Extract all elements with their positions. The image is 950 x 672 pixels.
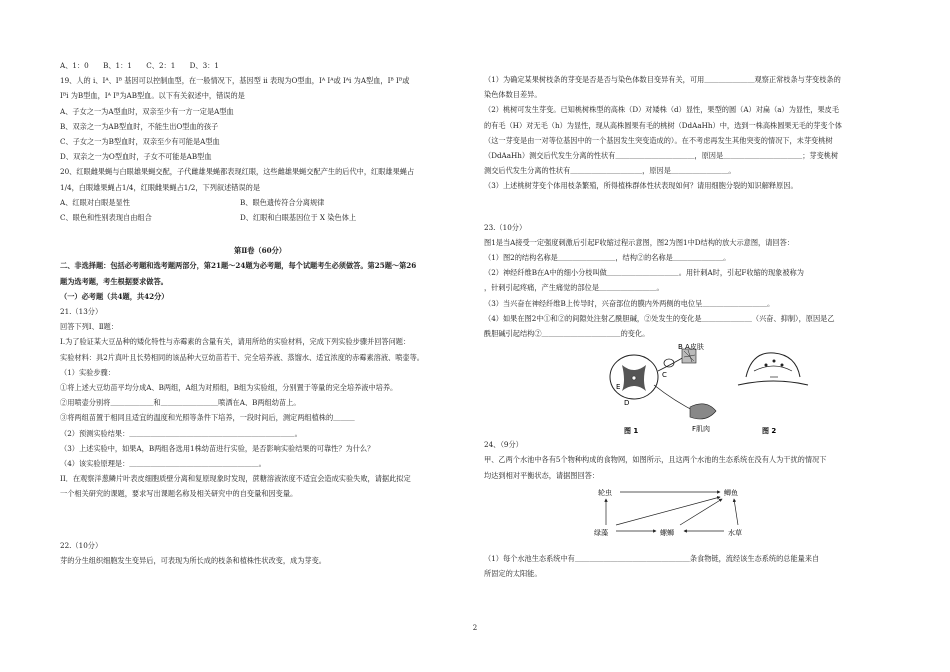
q23-line: 图1是当A接受一定强度刺激后引起F收缩过程示意图，图2为图1中D结构的放大示意图，请回答：	[484, 237, 794, 247]
section-title: 第Ⅱ卷（60分）	[234, 246, 286, 256]
section-desc: 二、非选择题：包括必考题和选考题两部分，第21题～24题为必考题，每个试题考生必须做答。第25题～第26	[60, 261, 417, 271]
q20-options-row	[60, 210, 460, 225]
q19-option: B、双亲之一为AB型血时，不能生出O型血的孩子	[60, 121, 219, 131]
q23-line: ，针刺引起疼痛，产生痛觉的部位是＿＿＿＿＿＿＿＿。	[484, 283, 664, 293]
q23-line: （1）图2的结构名称是＿＿＿＿＿＿＿＿，结构②的名称是＿＿＿＿＿＿＿。	[484, 253, 731, 263]
q19-line: 19、人的 i、Iᴬ、Iᴮ 基因可以控制血型，在一般情况下，基因型 ii 表现为O型血，Iᴬ Iᴬ或 Iᴬi 为A型血，Iᴮ Iᴮ或	[60, 76, 410, 86]
q23-line: 23.（10分）	[484, 222, 527, 232]
figures-1-2	[484, 341, 896, 437]
left-column	[60, 58, 460, 568]
q22-line: 芽的分生组织细胞发生变异后，可表现为所长成的枝条和植株性状改变，成为芽变。	[60, 555, 326, 565]
q22-line: （DdAaHh）测交后代发生分离的性状有＿＿＿＿＿＿＿＿＿＿＿，原因是＿＿＿＿＿＿＿＿＿＿＿；芽变桃树	[484, 151, 839, 161]
q21-line: （2）预测实验结果：＿＿＿＿＿＿＿＿＿＿＿＿＿＿＿＿＿＿＿＿＿＿＿。	[60, 428, 302, 438]
q21-line: 21.（13分）	[60, 307, 103, 317]
spinal-cord-diagram	[610, 342, 716, 435]
q24-line: （1）每个水池生态系统中有＿＿＿＿＿＿＿＿＿＿＿＿＿＿＿＿条食物链，流经该生态系统的总能量来自	[484, 553, 820, 563]
q21-line: I.为了验证某大豆品种的矮化特性与赤霉素的含量有关，请用所给的实验材料，完成下列实验步骤并回答问题：	[60, 337, 411, 347]
q21-line: （1）实验步骤：	[60, 367, 115, 377]
q20-line: 20、红眼雌果蝇与白眼雄果蝇交配，子代雌雄果蝇都表现红眼，这些雌雄果蝇交配产生的后代中，红眼雄果蝇占	[60, 167, 415, 177]
q20-option: D、红眼和白眼基因位于 X 染色体上	[240, 213, 357, 223]
q20-option: B、眼色遗传符合分离规律	[240, 197, 325, 207]
synapse-diagram	[738, 353, 808, 435]
q21-line: 实验材料：具2片真叶且长势相同的该品种大豆幼苗若干、完全培养液、蒸馏水、适宜浓度的赤霉素溶液、喷壶等。	[60, 352, 424, 362]
node-green-algae: 绿藻	[594, 528, 608, 537]
q19-option: D、双亲之一为O型血时，子女不可能是AB型血	[60, 152, 212, 162]
q22-line: 的有毛（H）对无毛（h）为显性，现从高株圆果有毛的桃树（DdAaHh）中，选到一株高株圆果无毛的芽变个体	[484, 120, 842, 130]
q23-line: （2）神经纤维B在A中的细小分枝叫做＿＿＿＿＿＿＿＿＿＿。用针刺A时，引起F收缩的现象被称为	[484, 268, 804, 278]
node-snail: 螺蛳	[660, 528, 674, 537]
q24-line: 所固定的太阳能。	[484, 569, 542, 579]
arrow-grass-carp	[734, 499, 738, 525]
q24-line: 24、（9分）	[484, 440, 523, 450]
label-c: C	[662, 371, 667, 380]
q21-line: （4）该实验原理是：＿＿＿＿＿＿＿＿＿＿＿＿＿＿＿＿＿＿。	[60, 459, 266, 469]
q21-line: ①将上述大豆幼苗平均分成A、B两组，A组为对照组，B组为实验组，分别置于等量的完全培养液中培养。	[60, 383, 398, 393]
q24-line: 甲、乙两个水池中各有5个物种构成的食物网，如图所示，且这两个水池的生态系统在没有人为干扰的情况下	[484, 455, 827, 465]
food-web-diagram	[484, 483, 896, 543]
q19-line: Iᴮi 为B型血，Iᴬ Iᴮ为AB型血。以下有关叙述中，错误的是	[60, 91, 245, 101]
muscle-shape	[690, 404, 716, 419]
q20-line: 1/4，白眼雄果蝇占1/4，红眼雌果蝇占1/2，下列叙述错误的是	[60, 182, 261, 192]
section-desc: 题为选考题，考生根据要求做答。	[60, 276, 168, 286]
q21-line: 一个相关研究的课题，要求写出课题名称及相关研究中的自变量和因变量。	[60, 489, 298, 499]
q22-line: （这一芽变是由一对等位基因中的一个基因发生突变造成的）。在不考虑再发生其他突变的情况下，未芽变桃树	[484, 135, 833, 145]
q23-line: （4）如果在图2中①和②的间隙处注射乙酰胆碱，②处发生的变化是＿＿＿＿＿＿＿（兴奋、抑制），原因是乙	[484, 313, 835, 323]
q21-line: （3）上述实验中，如果A，B两组各选用1株幼苗进行实验，是否影响实验结果的可靠性？为什么？	[60, 443, 375, 453]
node-crucian-carp: 鲫鱼	[724, 488, 738, 497]
q24-line: 均达到相对平衡状态，请据图回答：	[484, 470, 600, 480]
skin-receptor	[682, 349, 696, 363]
q20-options-row	[60, 195, 460, 210]
arrow-snail-carp	[680, 499, 722, 525]
label-b-a-skin: B A皮肤	[678, 343, 704, 352]
figure-2-caption: 图 2	[762, 427, 777, 436]
q21-line: ②用喷壶分别将＿＿＿＿＿＿和＿＿＿＿＿＿＿＿喷洒在A、B两组幼苗上。	[60, 398, 301, 408]
q18-options: A、1：0 B、1：1 C、2：1 D、3：1	[60, 61, 219, 70]
required-title: （一）必考题（共4题，共42分）	[60, 291, 169, 301]
node-rotifer: 轮虫	[598, 488, 612, 497]
page-number: 2	[472, 624, 478, 632]
q23-line: 酰胆碱引起结构②＿＿＿＿＿＿＿＿＿＿＿的变化。	[484, 329, 650, 339]
arrow-algae-carp	[616, 497, 720, 525]
right-column	[484, 72, 896, 581]
q22-line: 测交后代发生分离的性状有＿＿＿＿＿＿＿＿＿＿，原因是＿＿＿＿＿＿＿＿。	[484, 166, 736, 176]
q23-line: （3）当兴奋在神经纤维B上传导时，兴奋部位的膜内外两侧的电位呈＿＿＿＿＿＿＿＿＿。	[484, 298, 775, 308]
q22-line: 22.（10分）	[60, 540, 103, 550]
q20-option: C、眼色和性别表现自由组合	[60, 213, 152, 223]
q21-line: II．在观察洋葱鳞片叶表皮细胞质壁分离和复原现象时发现，蔗糖溶液浓度不适宜会造成实验失败，请据此拟定	[60, 474, 411, 484]
q20-option: A、红眼对白眼是显性	[60, 197, 130, 207]
figure-1-caption: 图 1	[624, 427, 639, 436]
label-f-muscle: F肌肉	[692, 425, 711, 434]
q22-line: （1）为确定某果树枝条的芽变是否是否与染色体数目变异有关，可用＿＿＿＿＿＿＿观察正常枝条与芽变枝条的	[484, 75, 841, 84]
q22-line: （3）上述桃树芽变个体用枝条繁殖，所得植株群体性状表现如何？请用细胞分裂的知识解释原因。	[484, 181, 798, 191]
q19-option: A、子女之一为A型血时，双亲至少有一方一定是A型血	[60, 106, 234, 116]
q21-line: ③将两组苗置于相同且适宜的温度和光照等条件下培养，一段时间后，测定两组植株的＿＿＿	[60, 413, 355, 423]
q22-line: 染色体数目差异。	[484, 90, 542, 100]
q19-option: C、子女之一为B型血时，双亲至少有可能是A型血	[60, 137, 220, 147]
label-d: D	[624, 399, 630, 408]
node-water-grass: 水草	[728, 528, 742, 537]
q21-line: 回答下列Ⅰ、Ⅱ题：	[60, 322, 119, 332]
reflex-arc-figures	[484, 341, 896, 437]
label-e: E	[616, 383, 621, 392]
q22-line: （2）桃树可发生芽变。已知桃树株型的高株（D）对矮株（d）显性，果型的圆（A）对扁（a）为显性，果皮毛	[484, 105, 840, 115]
